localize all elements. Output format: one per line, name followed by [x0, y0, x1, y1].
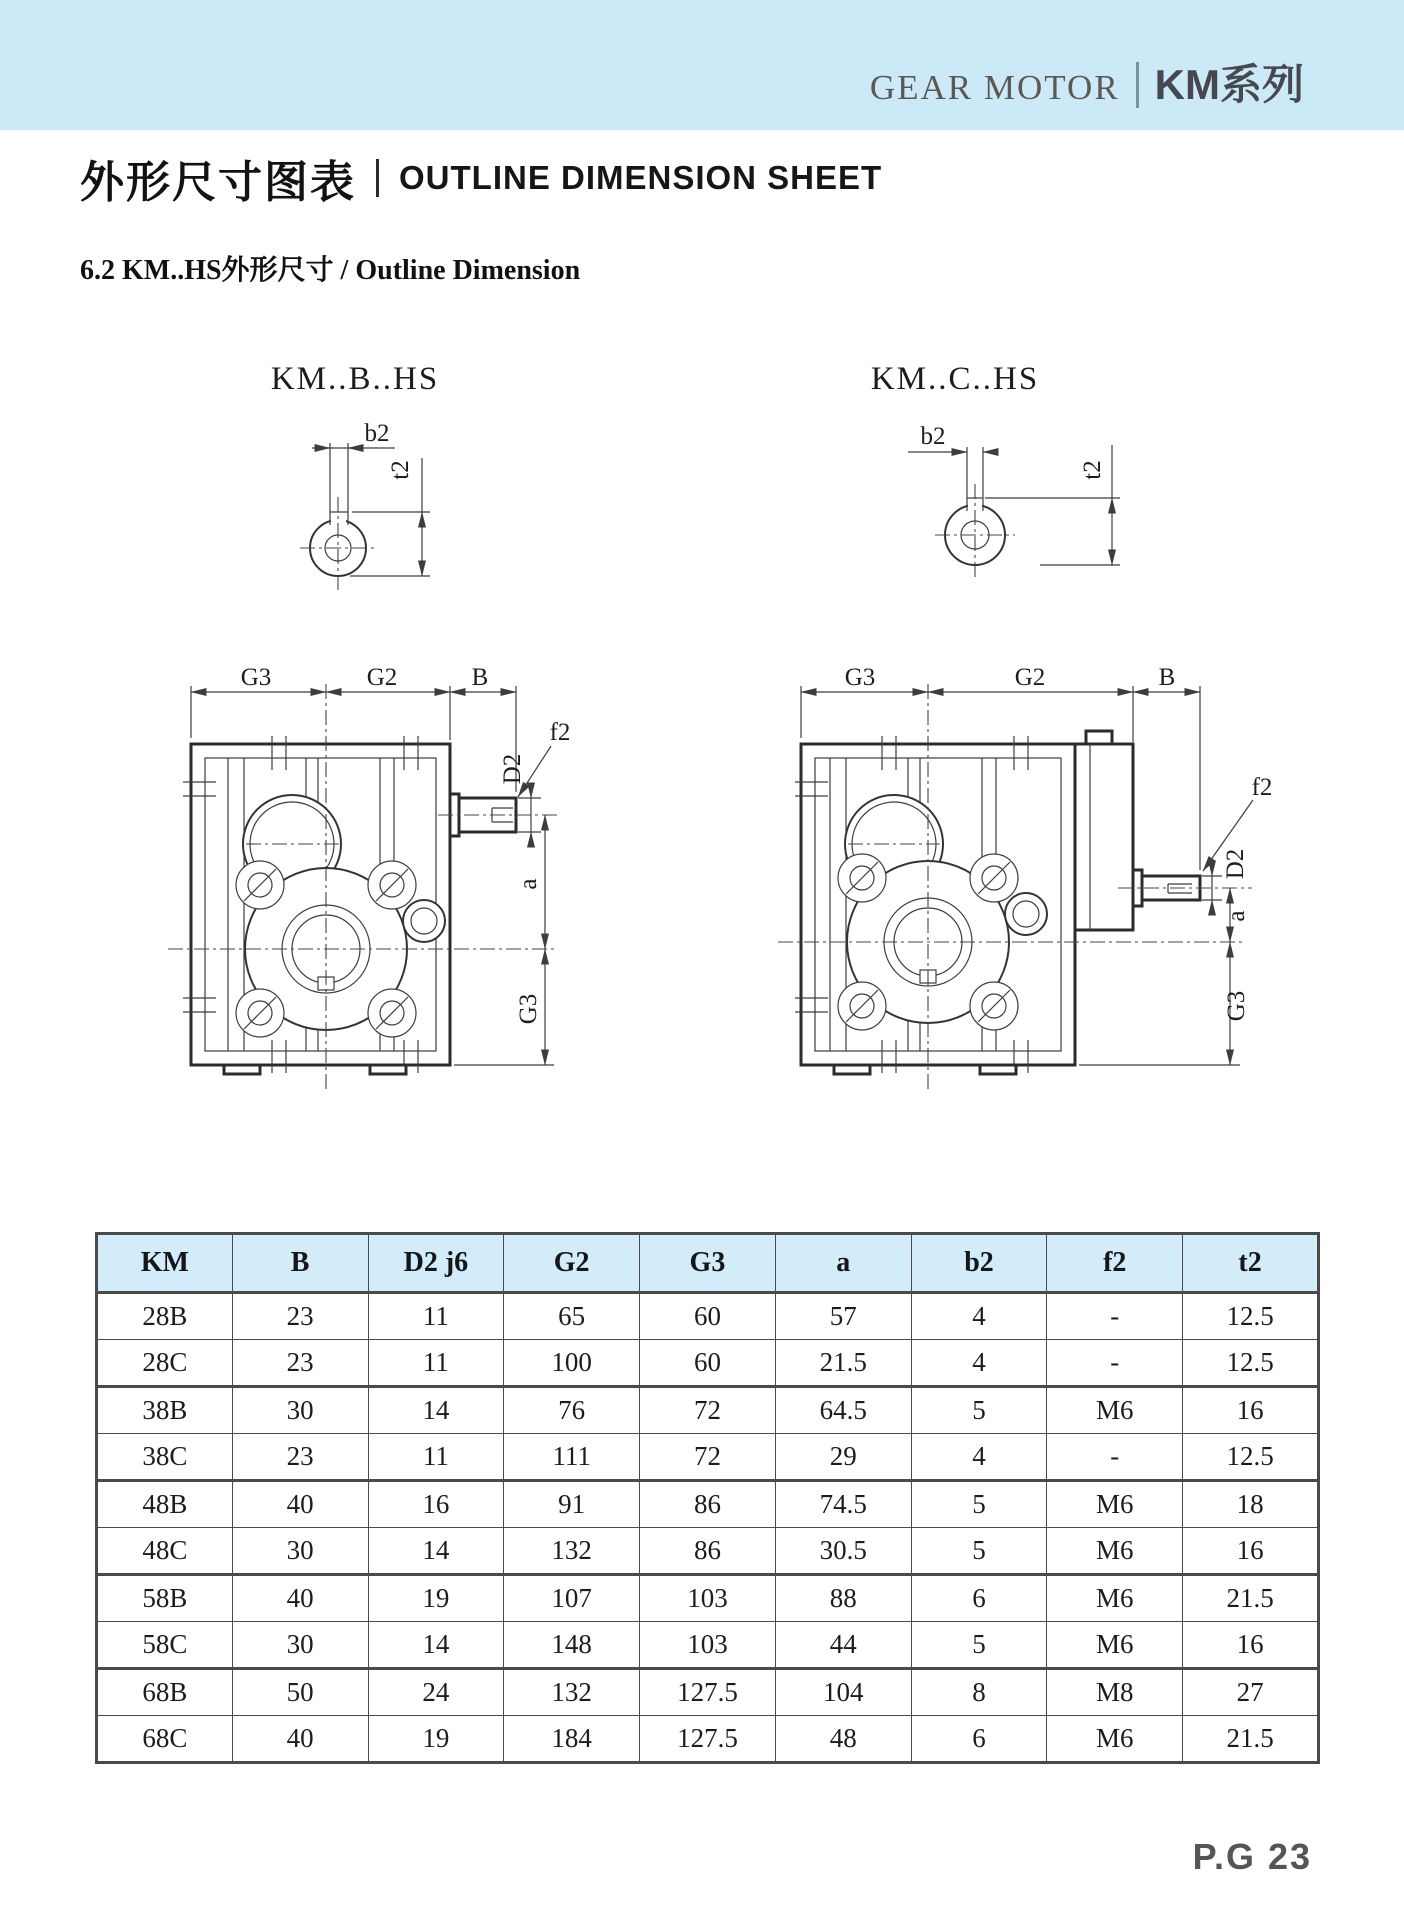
table-row	[97, 1481, 1319, 1528]
gearbox-view-left	[168, 684, 558, 1092]
table-cell: 72	[640, 1434, 776, 1481]
series-text: KM系列	[1154, 61, 1304, 108]
dimension-table	[95, 1232, 1320, 1764]
table-cell: 76	[504, 1387, 640, 1434]
table-cell: 27	[1183, 1669, 1319, 1716]
table-cell: 100	[504, 1340, 640, 1387]
column-header: G2	[504, 1234, 640, 1293]
table-cell: 65	[504, 1293, 640, 1340]
dim-label-d2-right: D2	[1222, 848, 1249, 880]
table-row	[97, 1293, 1319, 1340]
table-cell: M6	[1047, 1622, 1183, 1669]
side-dimensions-right	[1079, 774, 1272, 1065]
table-cell: 21.5	[1183, 1716, 1319, 1763]
dim-label-b2-left: b2	[364, 420, 390, 447]
table-cell: 58C	[97, 1622, 233, 1669]
column-header: f2	[1047, 1234, 1183, 1293]
table-cell: 91	[504, 1481, 640, 1528]
table-header-row	[97, 1234, 1319, 1293]
table-cell: 12.5	[1183, 1293, 1319, 1340]
table-cell: M6	[1047, 1481, 1183, 1528]
table-cell: 64.5	[775, 1387, 911, 1434]
table-cell: 14	[368, 1387, 504, 1434]
table-cell: 18	[1183, 1481, 1319, 1528]
figure-label-left: KM..B..HS	[270, 361, 440, 397]
table-cell: 19	[368, 1575, 504, 1622]
table-cell: 19	[368, 1716, 504, 1763]
page-number: P.G 23	[1192, 1836, 1312, 1877]
table-cell: 6	[911, 1575, 1047, 1622]
column-header: B	[232, 1234, 368, 1293]
dim-label-t2-right: t2	[1079, 460, 1106, 480]
dim-label-f2-right: f2	[1251, 774, 1273, 801]
table-row	[97, 1669, 1319, 1716]
table-cell: 184	[504, 1716, 640, 1763]
table-row	[97, 1716, 1319, 1763]
table-cell: 28C	[97, 1340, 233, 1387]
table-cell: 111	[504, 1434, 640, 1481]
table-cell: 107	[504, 1575, 640, 1622]
table-cell: 86	[640, 1528, 776, 1575]
table-cell: 40	[232, 1481, 368, 1528]
table-cell: 38B	[97, 1387, 233, 1434]
table-cell: 50	[232, 1669, 368, 1716]
table-cell: M6	[1047, 1528, 1183, 1575]
column-header: b2	[911, 1234, 1047, 1293]
table-cell: 127.5	[640, 1716, 776, 1763]
table-cell: 103	[640, 1622, 776, 1669]
table-cell: 60	[640, 1340, 776, 1387]
table-cell: 68C	[97, 1716, 233, 1763]
top-dimensions-right	[801, 664, 1200, 870]
table-cell: 5	[911, 1528, 1047, 1575]
table-cell: 48B	[97, 1481, 233, 1528]
table-cell: 11	[368, 1340, 504, 1387]
table-cell: M6	[1047, 1575, 1183, 1622]
page-title-cn: 外形尺寸图表	[80, 158, 356, 207]
table-cell: 74.5	[775, 1481, 911, 1528]
table-cell: 23	[232, 1340, 368, 1387]
table-cell: M6	[1047, 1387, 1183, 1434]
figure-km-b-hs	[168, 361, 570, 1092]
header-band	[0, 0, 1404, 130]
table-cell: 40	[232, 1716, 368, 1763]
table-cell: 21.5	[1183, 1575, 1319, 1622]
column-header: G3	[640, 1234, 776, 1293]
header-divider	[1136, 62, 1139, 108]
table-cell: 11	[368, 1293, 504, 1340]
column-header: t2	[1183, 1234, 1319, 1293]
side-dimensions-left	[454, 719, 570, 1065]
figure-km-c-hs	[778, 361, 1272, 1092]
table-row	[97, 1528, 1319, 1575]
table-cell: 104	[775, 1669, 911, 1716]
dim-label-b-top-right: B	[1158, 664, 1176, 691]
section-subtitle: 6.2 KM..HS外形尺寸 / Outline Dimension	[80, 255, 581, 286]
dim-label-a-left: a	[515, 878, 542, 890]
table-row	[97, 1340, 1319, 1387]
table-cell: 5	[911, 1481, 1047, 1528]
brand-text: GEAR MOTOR	[869, 68, 1120, 107]
table-cell: 12.5	[1183, 1340, 1319, 1387]
table-cell: 24	[368, 1669, 504, 1716]
table-cell: 16	[1183, 1528, 1319, 1575]
column-header: KM	[97, 1234, 233, 1293]
table-cell: 16	[1183, 1622, 1319, 1669]
table-cell: -	[1047, 1293, 1183, 1340]
dim-label-g3-top-right: G3	[844, 664, 876, 691]
column-header: a	[775, 1234, 911, 1293]
table-cell: 12.5	[1183, 1434, 1319, 1481]
table-cell: 103	[640, 1575, 776, 1622]
table-cell: 68B	[97, 1669, 233, 1716]
table-cell: -	[1047, 1340, 1183, 1387]
table-cell: 11	[368, 1434, 504, 1481]
table-cell: 23	[232, 1434, 368, 1481]
table-cell: 148	[504, 1622, 640, 1669]
title-divider	[376, 159, 379, 197]
table-cell: 48C	[97, 1528, 233, 1575]
table-cell: 29	[775, 1434, 911, 1481]
table-cell: 48	[775, 1716, 911, 1763]
table-cell: 38C	[97, 1434, 233, 1481]
page-title-en: OUTLINE DIMENSION SHEET	[399, 159, 883, 196]
table-cell: 16	[368, 1481, 504, 1528]
dim-label-a-right: a	[1223, 910, 1250, 922]
table-cell: 132	[504, 1669, 640, 1716]
table-cell: 14	[368, 1622, 504, 1669]
table-cell: 14	[368, 1528, 504, 1575]
table-row	[97, 1575, 1319, 1622]
dim-label-f2-left: f2	[549, 719, 571, 746]
table-cell: 40	[232, 1575, 368, 1622]
dim-label-g2-top-right: G2	[1014, 664, 1046, 691]
table-cell: 30	[232, 1387, 368, 1434]
table-cell: 44	[775, 1622, 911, 1669]
table-row	[97, 1387, 1319, 1434]
table-cell: 30	[232, 1528, 368, 1575]
table-cell: 58B	[97, 1575, 233, 1622]
table-cell: 6	[911, 1716, 1047, 1763]
table-cell: 86	[640, 1481, 776, 1528]
table-cell: 23	[232, 1293, 368, 1340]
table-cell: 4	[911, 1434, 1047, 1481]
table-cell: 57	[775, 1293, 911, 1340]
table-cell: 8	[911, 1669, 1047, 1716]
table-row	[97, 1622, 1319, 1669]
table-cell: M6	[1047, 1716, 1183, 1763]
shaft-section-right	[908, 423, 1120, 580]
column-header: D2 j6	[368, 1234, 504, 1293]
table-cell: 60	[640, 1293, 776, 1340]
table-cell: 30.5	[775, 1528, 911, 1575]
table-cell: 28B	[97, 1293, 233, 1340]
table-row	[97, 1434, 1319, 1481]
shaft-section-left	[300, 420, 430, 592]
dim-label-g2-top-left: G2	[366, 664, 398, 691]
dim-label-b-top-left: B	[471, 664, 489, 691]
table-cell: M8	[1047, 1669, 1183, 1716]
table-cell: -	[1047, 1434, 1183, 1481]
table-cell: 4	[911, 1293, 1047, 1340]
table-cell: 5	[911, 1622, 1047, 1669]
dim-label-d2-left: D2	[499, 753, 526, 785]
table-cell: 72	[640, 1387, 776, 1434]
table-cell: 4	[911, 1340, 1047, 1387]
table-cell: 5	[911, 1387, 1047, 1434]
table-cell: 132	[504, 1528, 640, 1575]
table-cell: 88	[775, 1575, 911, 1622]
dim-label-b2-right: b2	[920, 423, 946, 450]
table-cell: 30	[232, 1622, 368, 1669]
figure-label-right: KM..C..HS	[870, 361, 1040, 397]
dim-label-g3-top-left: G3	[240, 664, 272, 691]
top-dimensions-left	[191, 664, 516, 792]
dim-label-g3-side-left: G3	[515, 993, 542, 1025]
page-title	[80, 146, 882, 210]
table-cell: 16	[1183, 1387, 1319, 1434]
table-cell: 21.5	[775, 1340, 911, 1387]
dim-label-t2-left: t2	[387, 460, 414, 480]
gearbox-view-right	[778, 684, 1252, 1092]
dim-label-g3-side-right: G3	[1223, 990, 1250, 1022]
table-cell: 127.5	[640, 1669, 776, 1716]
